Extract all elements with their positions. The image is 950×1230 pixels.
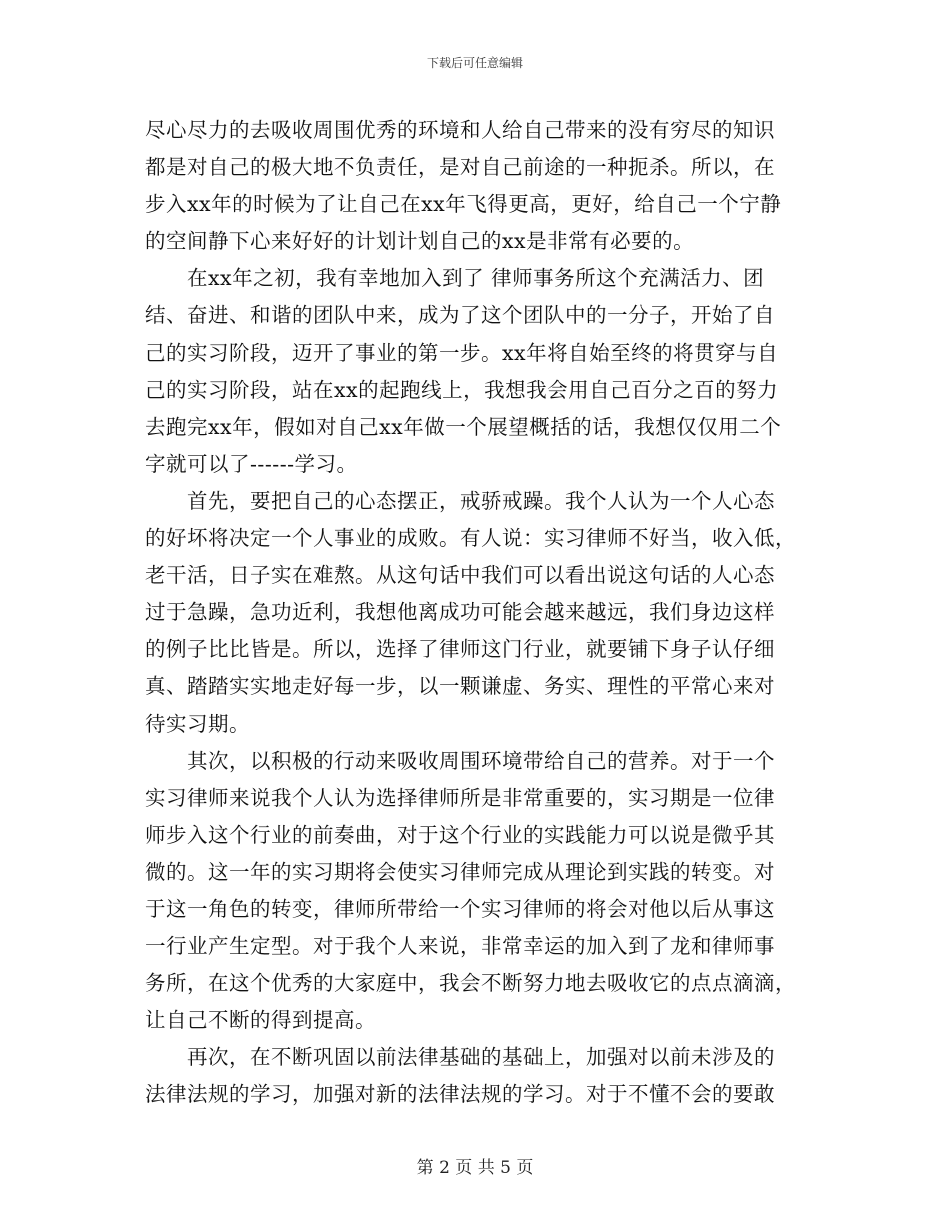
text-line: 老干活，日子实在难熬。从这句话中我们可以看出说这句话的人心态 xyxy=(145,563,775,588)
text-line: 的好坏将决定一个人事业的成败。有人说：实习律师不好当，收入低， xyxy=(145,526,796,551)
text-line: 步入xx年的时候为了让自己在xx年飞得更高，更好，给自己一个宁静 xyxy=(145,192,782,217)
text-line: 实习律师来说我个人认为选择律师所是非常重要的，实习期是一位律 xyxy=(145,785,775,810)
text-line: 于这一角色的转变，律师所带给一个实习律师的将会对他以后从事这 xyxy=(145,896,775,921)
text-line: 真、踏踏实实地走好每一步，以一颗谦虚、务实、理性的平常心来对 xyxy=(145,674,775,699)
text-line: 其次，以积极的行动来吸收周围环境带给自己的营养。对于一个 xyxy=(145,748,775,773)
text-line: 字就可以了------学习。 xyxy=(145,451,358,476)
text-line: 让自己不断的得到提高。 xyxy=(145,1008,376,1033)
document-body xyxy=(145,112,809,1114)
text-line: 过于急躁，急功近利，我想他离成功可能会越来越远，我们身边这样 xyxy=(145,600,775,625)
text-line: 都是对自己的极大地不负责任，是对自己前途的一种扼杀。所以，在 xyxy=(145,155,775,180)
text-line: 己的实习阶段，站在xx的起跑线上，我想我会用自己百分之百的努力 xyxy=(145,377,779,402)
text-line: 在xx年之初，我有幸地加入到了 律师事务所这个充满活力、团 xyxy=(145,266,765,291)
text-line: 尽心尽力的去吸收周围优秀的环境和人给自己带来的没有穷尽的知识 xyxy=(145,118,775,142)
text-line: 务所，在这个优秀的大家庭中，我会不断努力地去吸收它的点点滴滴， xyxy=(145,971,796,996)
text-line: 微的。这一年的实习期将会使实习律师完成从理论到实践的转变。对 xyxy=(145,859,775,884)
text-line: 的空间静下心来好好的计划计划自己的xx是非常有必要的。 xyxy=(145,229,695,254)
text-line: 师步入这个行业的前奏曲，对于这个行业的实践能力可以说是微乎其 xyxy=(145,822,775,847)
text-line: 一行业产生定型。对于我个人来说，非常幸运的加入到了龙和律师事 xyxy=(145,934,775,959)
text-line: 的例子比比皆是。所以，选择了律师这门行业，就要铺下身子认仔细 xyxy=(145,637,775,662)
page-number-footer: 第 2 页 共 5 页 xyxy=(416,1158,534,1178)
text-line: 己的实习阶段，迈开了事业的第一步。xx年将自始至终的将贯穿与自 xyxy=(145,340,779,365)
page-header: 下载后可任意编辑 xyxy=(426,56,523,70)
text-line: 去跑完xx年，假如对自己xx年做一个展望概括的话，我想仅仅用二个 xyxy=(145,414,782,439)
text-line: 待实习期。 xyxy=(145,711,250,736)
text-line: 结、奋进、和谐的团队中来，成为了这个团队中的一分子，开始了自 xyxy=(145,303,775,328)
text-line: 法律法规的学习，加强对新的法律法规的学习。对于不懂不会的要敢 xyxy=(145,1082,775,1107)
text-line: 再次，在不断巩固以前法律基础的基础上，加强对以前未涉及的 xyxy=(145,1045,775,1070)
text-line: 首先，要把自己的心态摆正，戒骄戒躁。我个人认为一个人心态 xyxy=(145,488,775,513)
